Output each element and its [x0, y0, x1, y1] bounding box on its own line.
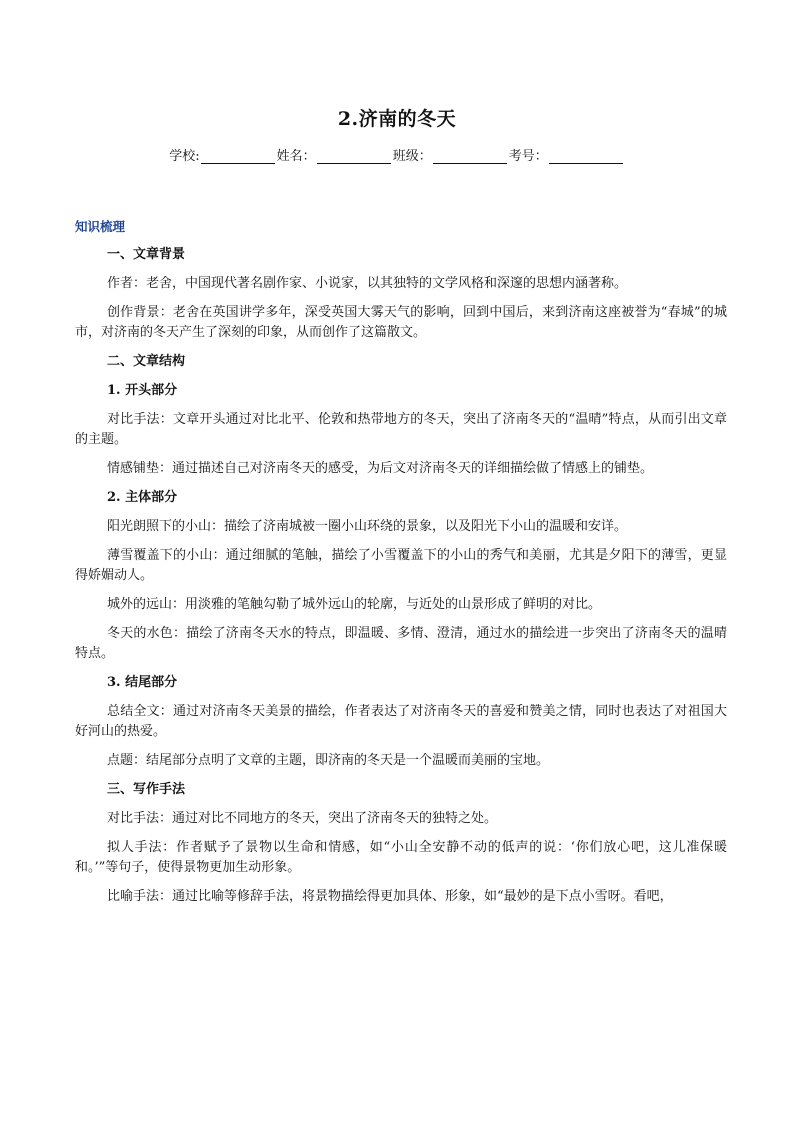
school-label: 学校: — [169, 149, 200, 164]
body-paragraph: 总结全文：通过对济南冬天美景的描绘，作者表达了对济南冬天的喜爱和赞美之情，同时也表达了对祖国大好河山的热爱。 — [75, 704, 727, 739]
section-heading: 三、写作手法 — [107, 782, 186, 797]
name-blank[interactable] — [317, 149, 391, 164]
document-body — [75, 245, 727, 916]
body-paragraph: 作者：老舍，中国现代著名剧作家、小说家，以其独特的文学风格和深邃的思想内涵著称。 — [107, 276, 628, 291]
document-title: 2.济南的冬天 — [337, 108, 457, 130]
student-info-line — [0, 145, 794, 164]
body-paragraph: 拟人手法：作者赋予了景物以生命和情感，如“小山全安静不动的低声的说：‘你们放心吧，这儿准保暖和。’”等句子，使得景物更加生动形象。 — [75, 840, 727, 875]
school-blank[interactable] — [201, 149, 275, 164]
subsection-heading: 2. 主体部分 — [107, 490, 178, 505]
section-heading: 一、文章背景 — [107, 247, 186, 262]
body-paragraph: 薄雪覆盖下的小山：通过细腻的笔触，描绘了小雪覆盖下的小山的秀气和美丽，尤其是夕阳下的薄雪，更显得娇媚动人。 — [75, 548, 727, 583]
body-paragraph: 点题：结尾部分点明了文章的主题，即济南的冬天是一个温暖而美丽的宝地。 — [107, 753, 550, 768]
body-paragraph: 创作背景：老舍在英国讲学多年，深受英国大雾天气的影响，回到中国后，来到济南这座被誉为“春城”的城市，对济南的冬天产生了深刻的印象，从而创作了这篇散文。 — [75, 305, 727, 340]
body-paragraph: 城外的远山：用淡雅的笔触勾勒了城外远山的轮廓，与近处的山景形成了鲜明的对比。 — [107, 597, 602, 612]
section-heading: 二、文章结构 — [107, 354, 186, 369]
subsection-heading: 3. 结尾部分 — [107, 675, 178, 690]
section-label: 知识梳理 — [75, 219, 126, 234]
class-blank[interactable] — [433, 149, 507, 164]
number-label: 考号： — [508, 149, 548, 164]
body-paragraph: 对比手法：文章开头通过对比北平、伦敦和热带地方的冬天，突出了济南冬天的“温晴”特点，从而引出文章的主题。 — [75, 412, 727, 447]
body-paragraph: 情感铺垫：通过描述自己对济南冬天的感受，为后文对济南冬天的详细描绘做了情感上的铺垫。 — [107, 461, 654, 476]
subsection-heading: 1. 开头部分 — [107, 383, 178, 398]
class-label: 班级： — [392, 149, 432, 164]
number-blank[interactable] — [549, 149, 623, 164]
body-paragraph: 对比手法：通过对比不同地方的冬天，突出了济南冬天的独特之处。 — [107, 811, 498, 826]
body-paragraph: 冬天的水色：描绘了济南冬天水的特点，即温暖、多情、澄清，通过水的描绘进一步突出了济南冬天的温晴特点。 — [75, 626, 727, 661]
name-label: 姓名： — [276, 149, 316, 164]
body-paragraph: 阳光朗照下的小山：描绘了济南城被一圈小山环绕的景象，以及阳光下小山的温暖和安详。 — [107, 519, 628, 534]
body-paragraph: 比喻手法：通过比喻等修辞手法，将景物描绘得更加具体、形象，如“最妙的是下点小雪呀。看吧， — [107, 889, 673, 904]
